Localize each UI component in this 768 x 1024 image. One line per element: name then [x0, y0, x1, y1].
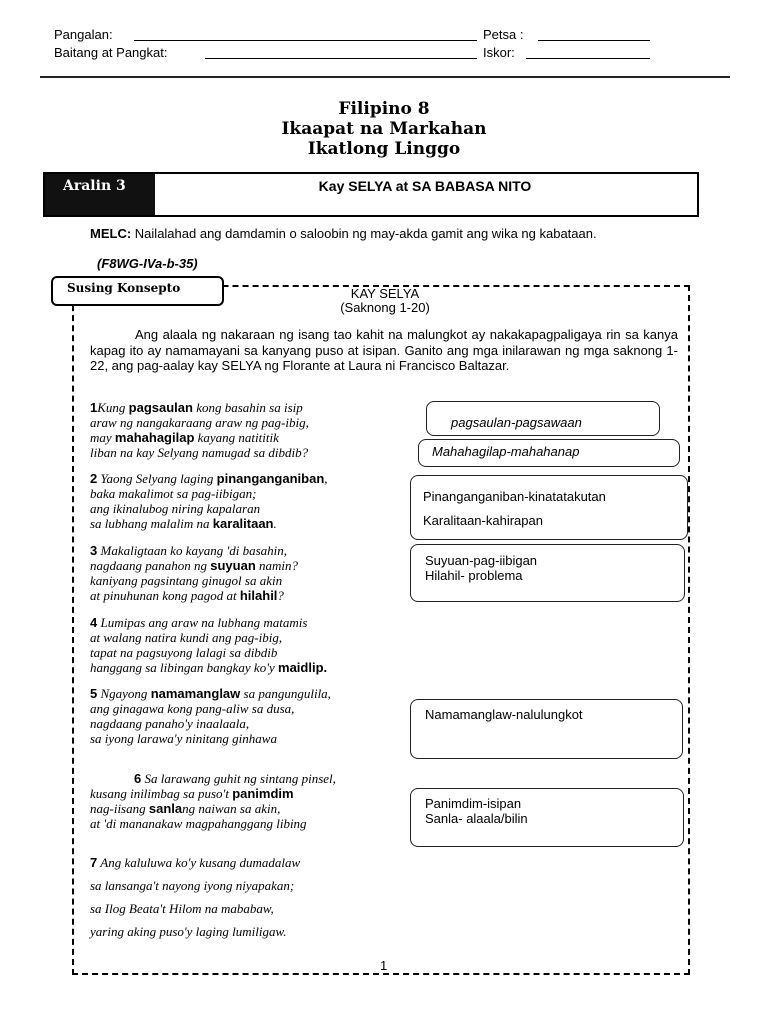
- stanza-number: 6: [134, 771, 142, 786]
- verse-text: kayang natititik: [194, 430, 279, 445]
- vocab-box-3: [410, 475, 688, 540]
- vocab-word: panimdim: [232, 786, 294, 801]
- stanza-5: [90, 686, 331, 746]
- verse-line: yaring aking puso'y laging lumiligaw.: [90, 924, 287, 939]
- vocab-definition: Hilahil- problema: [425, 568, 523, 583]
- intro-paragraph: Ang alaala ng nakaraan ng isang tao kahit na malungkot ay nakakapagpaligaya rin sa kanya kapag ito ay namamayani sa kanyang puso at isipan. Ganito ang mga inilarawan ng mga saknong 1-22, ang pag-aalay kay SELYA ng Florante at Laura ni Francisco Baltazar.: [90, 327, 678, 373]
- verse-text: may: [90, 430, 115, 445]
- stanza-4: [90, 615, 327, 675]
- vocab-definition: Panimdim-isipan: [425, 796, 522, 811]
- susing-konsepto-label: Susing Konsepto: [67, 281, 181, 295]
- vocab-word: hilahil: [239, 588, 278, 603]
- aralin-title: Kay SELYA at SA BABASA NITO: [318, 178, 532, 194]
- verse-text: kong basahin sa isip: [192, 400, 303, 415]
- vocab-word: pagsaulan: [128, 400, 193, 415]
- verse-line: ang ikinalubog niring kapalaran: [90, 501, 261, 516]
- vocab-definition: Pinanganganiban-kinatatakutan: [423, 489, 606, 504]
- melc-body: Nailalahad ang damdamin o saloobin ng may-akda gamit ang wika ng kabataan.: [134, 226, 597, 241]
- stanza-2: [90, 471, 328, 531]
- vocab-word: karalitaan: [212, 516, 274, 531]
- verse-text: sa lubhang malalim na: [90, 516, 213, 531]
- quarter-title: Ikaapat na Markahan: [281, 119, 487, 139]
- iskor-label: Iskor:: [483, 45, 515, 60]
- pangalan-label: Pangalan:: [54, 27, 113, 42]
- verse-line: ang ginagawa kong pang-aliw sa dusa,: [90, 701, 295, 716]
- page-number: 1: [380, 958, 388, 973]
- verse-line: liban na kay Selyang namugad sa dibdib?: [90, 445, 309, 460]
- vocab-word: sanla: [148, 801, 183, 816]
- stanza-number: 3: [90, 543, 98, 558]
- poem-title: KAY SELYA: [350, 286, 420, 301]
- baitang-field-line[interactable]: [205, 58, 477, 59]
- vocab-definition: Namamanglaw-nalulungkot: [425, 707, 583, 722]
- verse-line: tapat na pagsuyong lalagi sa dibdib: [90, 645, 278, 660]
- verse-text: Lumipas ang araw na lubhang matamis: [97, 615, 308, 630]
- verse-line: at walang natira kundi ang pag-ibig,: [90, 630, 283, 645]
- vocab-box-2: [418, 439, 680, 467]
- verse-text: namin?: [255, 558, 299, 573]
- stanza-number: 7: [90, 855, 98, 870]
- vocab-box-1: [426, 401, 660, 436]
- verse-text: Kung: [97, 400, 129, 415]
- verse-text: Ngayong: [97, 686, 151, 701]
- vocab-definition: Sanla- alaala/bilin: [425, 811, 528, 826]
- verse-text: sa pangungulila,: [240, 686, 331, 701]
- vocab-definition: Mahahagilap-mahahanap: [432, 444, 580, 459]
- vocab-definition: Suyuan-pag-iibigan: [425, 553, 538, 568]
- verse-line: sa iyong larawa'y ninitang ginhawa: [90, 731, 277, 746]
- vocab-definition: Karalitaan-kahirapan: [423, 513, 543, 528]
- verse-line: at 'di mananakaw magpahanggang libing: [90, 816, 307, 831]
- verse-text: nag-iisang: [90, 801, 149, 816]
- melc-text: [90, 226, 680, 241]
- stanza-number: 5: [90, 686, 98, 701]
- vocab-word: namamanglaw: [150, 686, 241, 701]
- vocab-box-4: [410, 544, 685, 602]
- verse-text: hanggang sa libingan bangkay ko'y: [90, 660, 279, 675]
- verse-text: .: [273, 516, 277, 531]
- verse-line: kaniyang pagsintang ginugol sa akin: [90, 573, 283, 588]
- baitang-label: Baitang at Pangkat:: [54, 45, 168, 60]
- melc-label: MELC:: [90, 226, 132, 241]
- verse-text: Sa larawang guhit ng sintang pinsel,: [141, 771, 336, 786]
- stanza-number: 4: [90, 615, 98, 630]
- aralin-label: Aralin 3: [63, 178, 126, 194]
- verse-line: sa Ilog Beata't Hilom na mababaw,: [90, 901, 274, 916]
- pangalan-field-line[interactable]: [134, 40, 477, 41]
- subject-title: Filipino 8: [338, 99, 430, 119]
- verse-text: nagdaang panahon ng: [90, 558, 211, 573]
- verse-line: sa lansanga't nayong iyong niyapakan;: [90, 878, 295, 893]
- susing-konsepto-box: [51, 276, 224, 306]
- verse-text: Ang kaluluwa ko'y kusang dumadalaw: [97, 855, 301, 870]
- stanza-3: [90, 543, 298, 603]
- petsa-label: Petsa :: [483, 27, 524, 42]
- verse-text: Yaong Selyang laging: [97, 471, 217, 486]
- vocab-word: mahahagilap: [114, 430, 195, 445]
- aralin-label-box: [45, 174, 155, 215]
- verse-text: ng naiwan sa akin,: [182, 801, 281, 816]
- stanza-number: 1: [90, 400, 98, 415]
- header-divider: [40, 76, 730, 78]
- stanza-7: [90, 851, 300, 943]
- iskor-field-line[interactable]: [526, 58, 650, 59]
- poem-subtitle: (Saknong 1-20): [340, 300, 430, 315]
- stanza-number: 2: [90, 471, 98, 486]
- vocab-box-5: [410, 699, 683, 759]
- vocab-word: pinanganganiban: [216, 471, 325, 486]
- verse-text: Makaligtaan ko kayang 'di basahin,: [97, 543, 288, 558]
- stanza-6: [90, 771, 336, 831]
- verse-text: kusang inilimbag sa puso't: [90, 786, 233, 801]
- vocab-definition: pagsaulan-pagsawaan: [451, 415, 582, 430]
- verse-text: ,: [324, 471, 328, 486]
- verse-line: araw ng nangakaraang araw ng pag-ibig,: [90, 415, 309, 430]
- vocab-word: maidlip.: [278, 660, 328, 675]
- aralin-bar: [43, 172, 699, 217]
- verse-line: baka makalimot sa pag-iibigan;: [90, 486, 257, 501]
- week-title: Ikatlong Linggo: [307, 139, 461, 159]
- melc-code: (F8WG-IVa-b-35): [97, 256, 198, 271]
- stanza-1: [90, 400, 309, 460]
- petsa-field-line[interactable]: [538, 40, 650, 41]
- verse-text: at pinuhunan kong pagod at: [90, 588, 240, 603]
- vocab-box-6: [410, 788, 684, 847]
- vocab-word: suyuan: [210, 558, 256, 573]
- verse-line: nagdaang panaho'y inaalaala,: [90, 716, 250, 731]
- verse-text: ?: [277, 588, 284, 603]
